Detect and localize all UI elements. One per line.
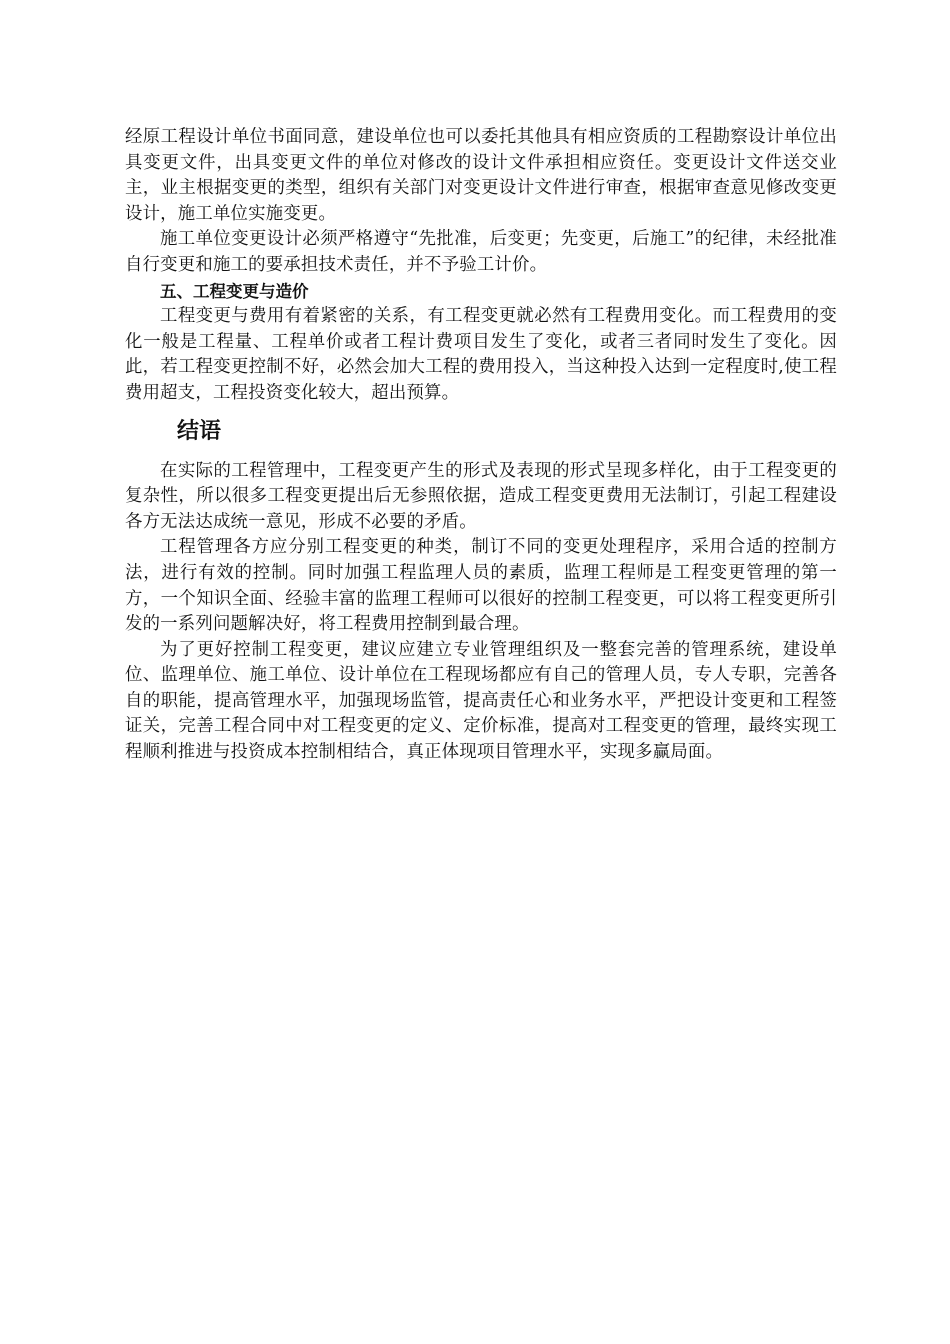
conclusion-paragraph-2: 工程管理各方应分别工程变更的种类，制订不同的变更处理程序，采用合适的控制方法，进行有效的控制。同时加强工程监理人员的素质，监理工程师是工程变更管理的第一方，一个知识全面、经验丰富的监理工程师可以很好的控制工程变更，可以将工程变更所引发的一系列问题解决好，将工程费用控制到最合理。 — [125, 537, 837, 635]
section-heading-change-and-cost: 五、工程变更与造价 — [160, 281, 309, 301]
paragraph-change-and-cost: 工程变更与费用有着紧密的关系，有工程变更就必然有工程费用变化。而工程费用的变化一般是工程量、工程单价或者工程计费项目发生了变化，或者三者同时发生了变化。因此，若工程变更控制不好，必然会加大工程的费用投入，当这种投入达到一定程度时,使工程费用超支，工程投资变化较大，超出预算。 — [125, 306, 837, 403]
document-page — [125, 125, 837, 766]
conclusion-paragraph-1: 在实际的工程管理中，工程变更产生的形式及表现的形式呈现多样化，由于工程变更的复杂性，所以很多工程变更提出后无参照依据，造成工程变更费用无法制订，引起工程建设各方无法达成统一意见，形成不必要的矛盾。 — [125, 460, 837, 532]
paragraph-approval-rule: 施工单位变更设计必须严格遵守“先批准，后变更；先变更，后施工”的纪律，未经批准自行变更和施工的要承担技术责任，并不予验工计价。 — [125, 229, 837, 275]
conclusion-paragraph-3: 为了更好控制工程变更，建议应建立专业管理组织及一整套完善的管理系统，建设单位、监理单位、施工单位、设计单位在工程现场都应有自己的管理人员，专人专职，完善各自的职能，提高管理水平，加强现场监管，提高责任心和业务水平，严把设计变更和工程签证关，完善工程合同中对工程变更的定义、定价标准，提高对工程变更的管理，最终实现工程顺利推进与投资成本控制相结合，真正体现项目管理水平，实现多赢局面。 — [125, 639, 837, 763]
continued-paragraph: 经原工程设计单位书面同意，建设单位也可以委托其他具有相应资质的工程勘察设计单位出具变更文件，出具变更文件的单位对修改的设计文件承担相应资任。变更设计文件送交业主，业主根据变更的类型，组织有关部门对变更设计文件进行审查，根据审查意见修改变更设计，施工单位实施变更。 — [125, 127, 837, 224]
conclusion-heading: 结语 — [177, 418, 222, 444]
